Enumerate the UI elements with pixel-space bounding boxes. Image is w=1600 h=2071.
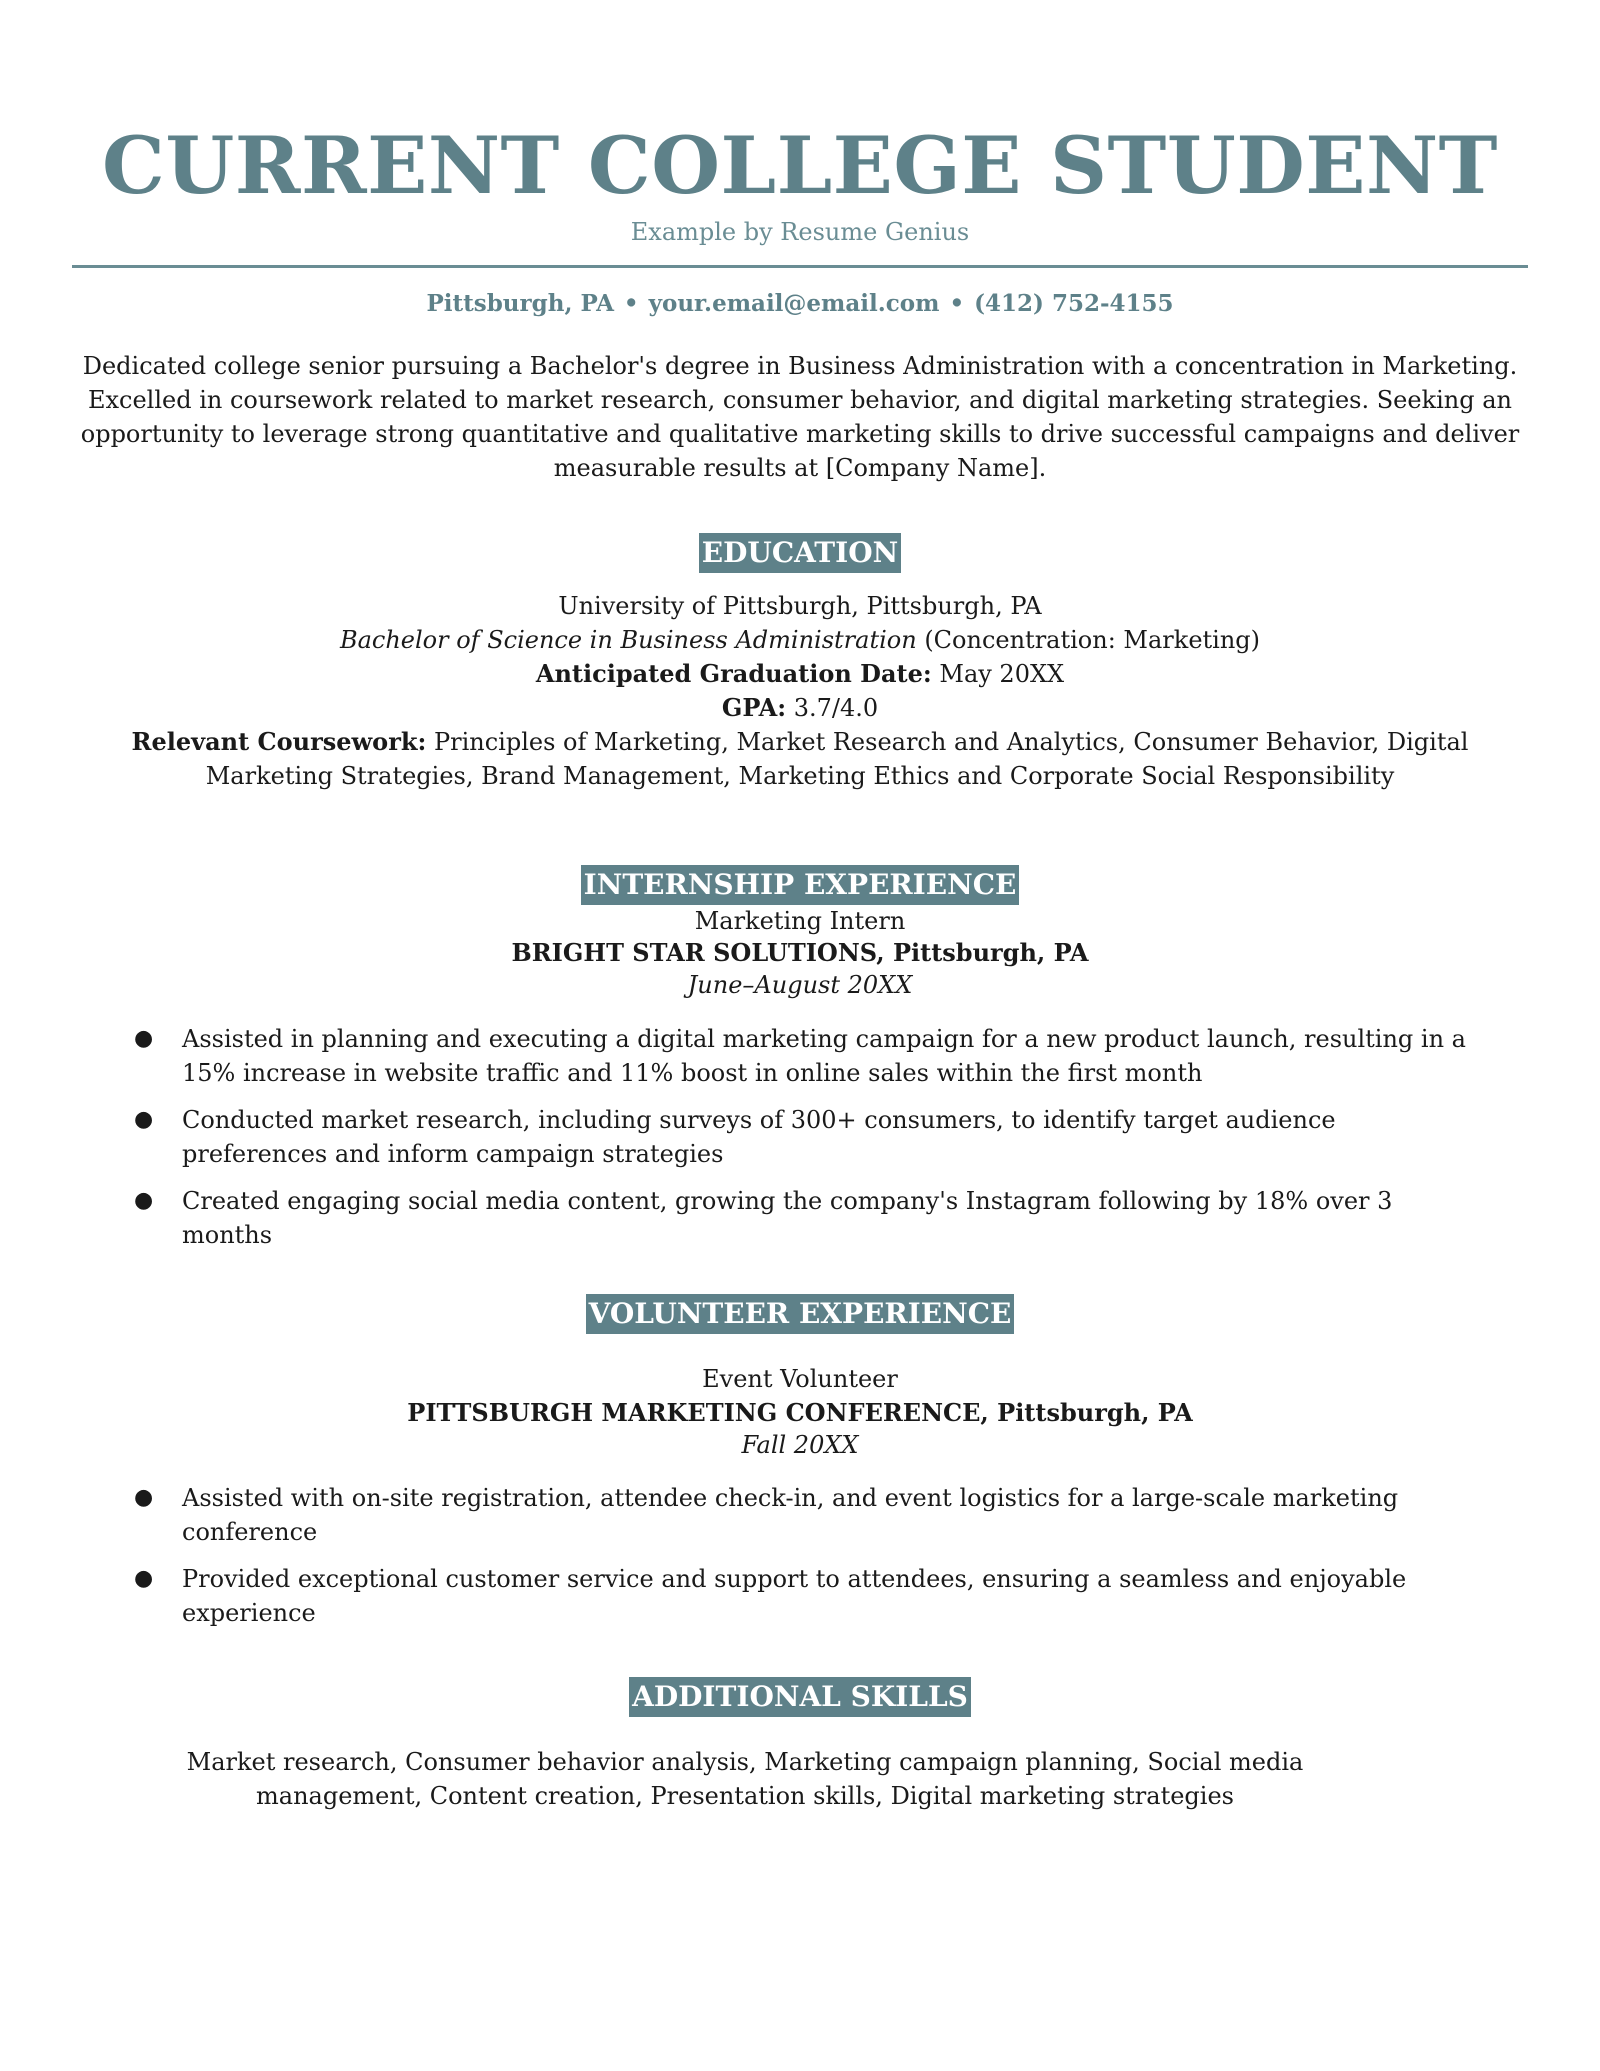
list-item: [130, 1562, 1480, 1630]
education-coursework-line: [110, 725, 1490, 793]
bullet-icon: ●: [134, 1485, 154, 1510]
header-divider: [72, 265, 1528, 268]
education-school: University of Pittsburgh, Pittsburgh, PA: [558, 592, 1042, 620]
skills-heading: [0, 1677, 1600, 1717]
volunteer-heading: [0, 1294, 1600, 1334]
contact-location: Pittsburgh, PA: [426, 290, 614, 317]
education-graduation-line: [110, 657, 1490, 691]
bullet-icon: ●: [134, 1107, 154, 1132]
internship-bullet-text: Conducted market research, including surveys of 300+ consumers, to identify target audience preferences and inform campaign strategies: [182, 1106, 1336, 1168]
volunteer-role: Event Volunteer: [702, 1365, 898, 1393]
education-gpa-value: 3.7/4.0: [786, 694, 879, 722]
resume-name: CURRENT COLLEGE STUDENT: [102, 119, 1498, 212]
list-item: [130, 1103, 1480, 1171]
volunteer-heading-label: VOLUNTEER EXPERIENCE: [586, 1294, 1015, 1334]
list-item: [130, 1022, 1480, 1090]
contact-phone: (412) 752-4155: [974, 290, 1174, 317]
list-item: [130, 1481, 1480, 1549]
education-degree-line: [110, 623, 1490, 657]
internship-company: BRIGHT STAR SOLUTIONS, Pittsburgh, PA: [511, 938, 1089, 967]
education-coursework-label: Relevant Coursework:: [131, 727, 427, 756]
bullet-icon: ●: [134, 1026, 154, 1051]
contact-line: [0, 288, 1600, 320]
contact-separator: •: [949, 290, 965, 317]
education-graduation-label: Anticipated Graduation Date:: [535, 659, 932, 688]
volunteer-bullet-text: Assisted with on-site registration, attendee check-in, and event logistics for a large-scale marketing conference: [182, 1484, 1399, 1546]
internship-heading-label: INTERNSHIP EXPERIENCE: [581, 865, 1020, 905]
education-heading: [0, 533, 1600, 573]
internship-bullets: [130, 1022, 1480, 1265]
volunteer-dates: Fall 20XX: [741, 1431, 859, 1459]
volunteer-bullet-text: Provided exceptional customer service and support to attendees, ensuring a seamless and enjoyable experience: [182, 1565, 1407, 1627]
education-coursework-value: Principles of Marketing, Market Research and Analytics, Consumer Behavior, Digital Marketing Strategies, Brand Management, Marketing Ethics and Corporate Social Responsibility: [205, 728, 1469, 790]
internship-role: Marketing Intern: [694, 907, 906, 935]
resume-byline: Example by Resume Genius: [630, 218, 970, 246]
education-degree: Bachelor of Science in Business Administration: [339, 626, 917, 654]
list-item: [130, 1184, 1480, 1252]
volunteer-organization: PITTSBURGH MARKETING CONFERENCE, Pittsburgh, PA: [407, 1398, 1193, 1427]
internship-bullet-text: Assisted in planning and executing a digital marketing campaign for a new product launch, resulting in a 15% increase in website traffic and 11% boost in online sales within the first month: [182, 1025, 1466, 1087]
skills-text: Market research, Consumer behavior analysis, Marketing campaign planning, Social media management, Content creation, Presentation skills, Digital marketing strategies: [186, 1748, 1304, 1810]
internship-dates: June–August 20XX: [687, 971, 913, 999]
education-gpa-label: GPA:: [721, 693, 787, 722]
bullet-icon: ●: [134, 1566, 154, 1591]
education-block: [110, 589, 1490, 793]
education-heading-label: EDUCATION: [699, 533, 901, 573]
internship-bullet-text: Created engaging social media content, growing the company's Instagram following by 18% over 3 months: [182, 1187, 1393, 1249]
internship-header-block: [110, 905, 1490, 1001]
education-graduation-value: May 20XX: [931, 660, 1065, 688]
contact-email: your.email@email.com: [648, 290, 940, 317]
bullet-icon: ●: [134, 1188, 154, 1213]
skills-heading-label: ADDITIONAL SKILLS: [629, 1677, 971, 1717]
volunteer-header-block: [110, 1363, 1490, 1462]
contact-separator: •: [623, 290, 639, 317]
education-gpa-line: [110, 691, 1490, 725]
education-concentration: (Concentration: Marketing): [916, 626, 1261, 654]
summary-paragraph: Dedicated college senior pursuing a Bachelor's degree in Business Administration with a concentration in Marketing. Excelled in coursework related to market research, consumer behavior, and digital marketing strategies. Seeking an opportunity to leverage strong quantitative and qualitative marketing skills to drive successful campaigns and deliver measurable results at [Company Name].: [80, 352, 1520, 482]
volunteer-bullets: [130, 1481, 1480, 1643]
internship-heading: [0, 865, 1600, 905]
